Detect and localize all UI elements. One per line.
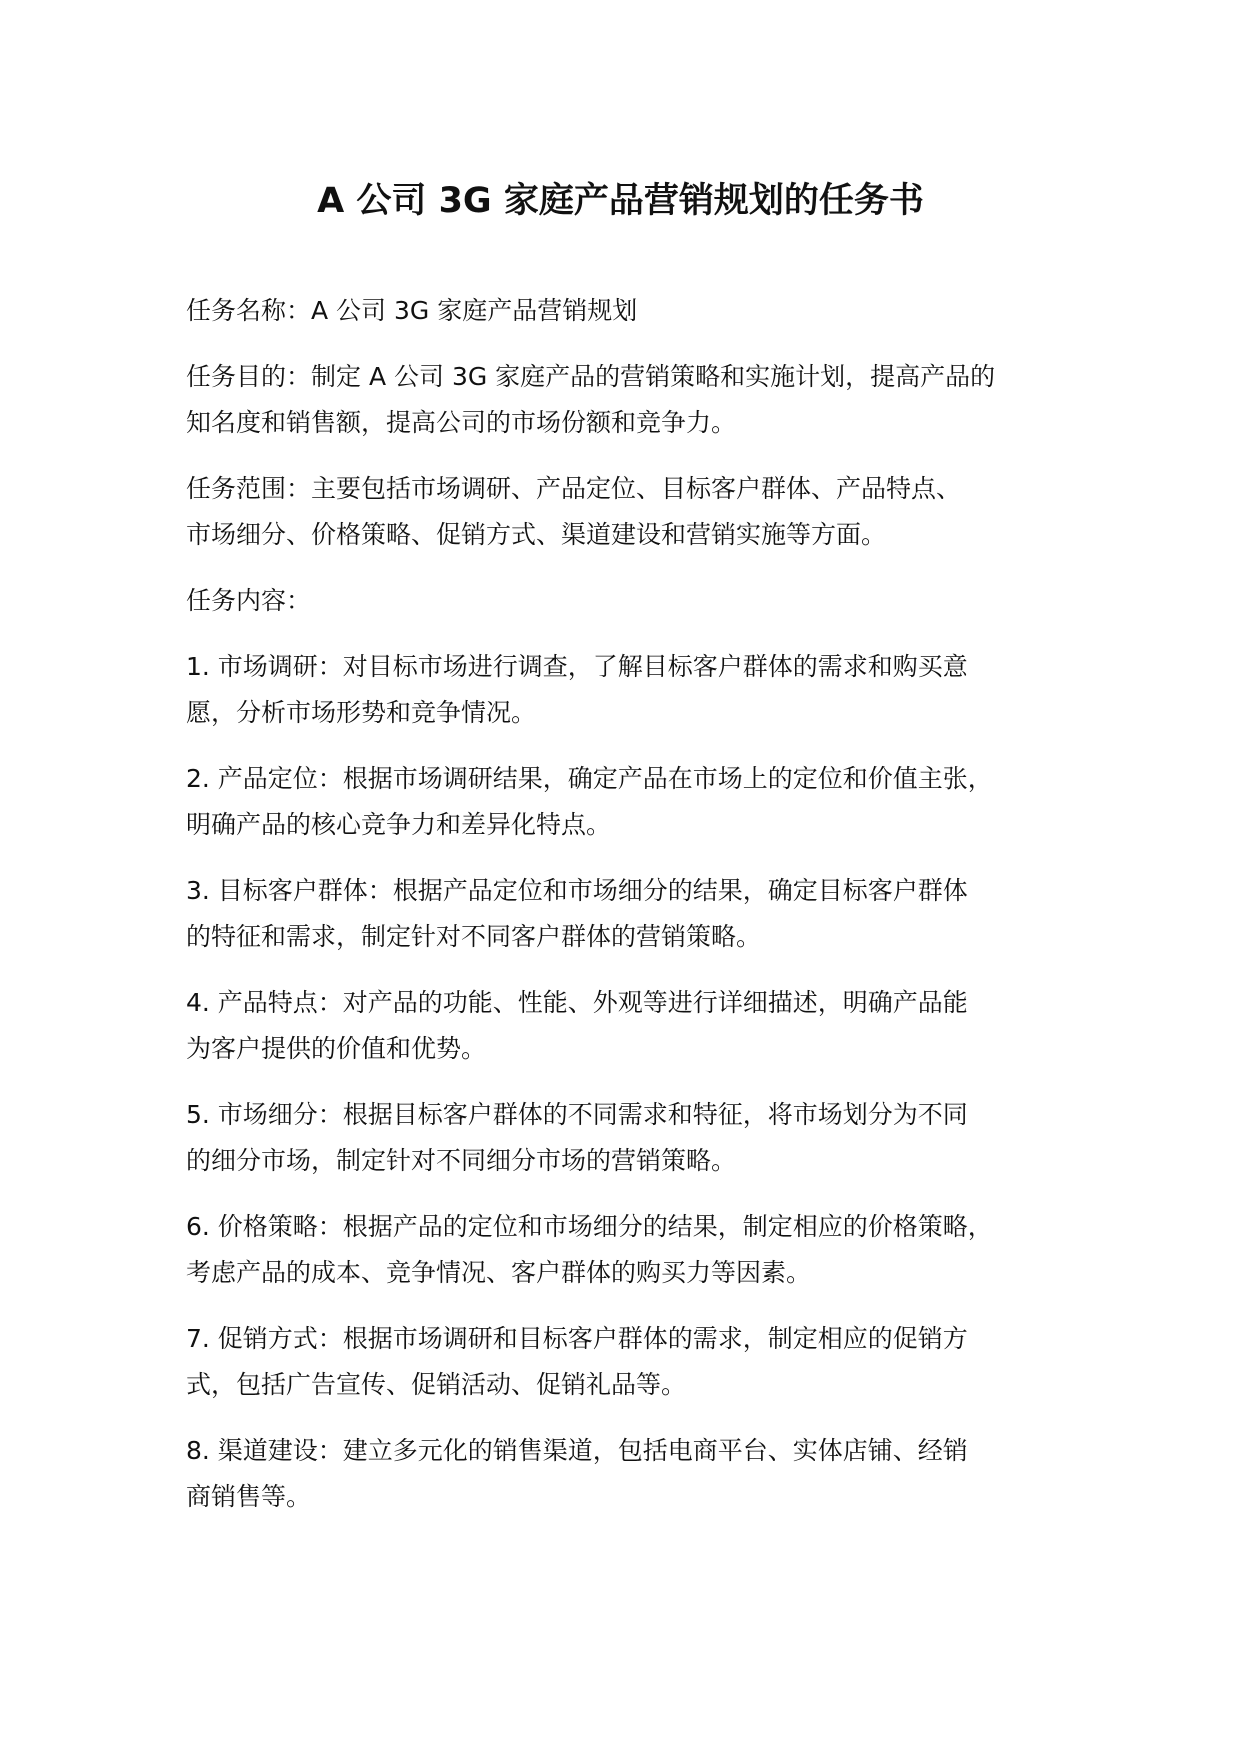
list-item-promotion xyxy=(186,1316,1076,1408)
text-line: 式，包括广告宣传、促销活动、促销礼品等。 xyxy=(186,1370,687,1399)
text-line: 市场细分、价格策略、促销方式、渠道建设和营销实施等方面。 xyxy=(186,520,887,549)
text-line: 5. 市场细分：根据目标客户群体的不同需求和特征，将市场划分为不同 xyxy=(186,1100,968,1129)
list-item-market-segmentation xyxy=(186,1092,1076,1184)
text-line: 2. 产品定位：根据市场调研结果，确定产品在市场上的定位和价值主张， xyxy=(186,764,993,793)
list-item-pricing-strategy xyxy=(186,1204,1076,1296)
text-line: 的特征和需求，制定针对不同客户群体的营销策略。 xyxy=(186,922,762,951)
text-line: 4. 产品特点：对产品的功能、性能、外观等进行详细描述，明确产品能 xyxy=(186,988,968,1017)
text-line: 1. 市场调研：对目标市场进行调查，了解目标客户群体的需求和购买意 xyxy=(186,652,968,681)
text-line: 为客户提供的价值和优势。 xyxy=(186,1034,487,1063)
text-line: 知名度和销售额，提高公司的市场份额和竞争力。 xyxy=(186,408,737,437)
document-title: A 公司 3G 家庭产品营销规划的任务书 xyxy=(317,181,924,221)
text-line: 考虑产品的成本、竞争情况、客户群体的购买力等因素。 xyxy=(186,1258,812,1287)
list-item-target-customers xyxy=(186,868,1076,960)
text-line: 6. 价格策略：根据产品的定位和市场细分的结果，制定相应的价格策略， xyxy=(186,1212,993,1241)
task-content-heading xyxy=(186,578,1076,624)
text-line: 任务范围：主要包括市场调研、产品定位、目标客户群体、产品特点、 xyxy=(186,474,962,503)
list-item-product-positioning xyxy=(186,756,1076,848)
task-scope-field xyxy=(186,466,1076,558)
text-line: 商销售等。 xyxy=(186,1482,312,1511)
text-line: 任务名称：A 公司 3G 家庭产品营销规划 xyxy=(186,296,638,325)
list-item-market-research xyxy=(186,644,1076,736)
task-name-field xyxy=(186,288,1076,334)
text-line: 明确产品的核心竞争力和差异化特点。 xyxy=(186,810,612,839)
list-item-channel-building xyxy=(186,1428,1076,1520)
text-line: 任务目的：制定 A 公司 3G 家庭产品的营销策略和实施计划，提高产品的 xyxy=(186,362,996,391)
text-line: 任务内容： xyxy=(186,586,312,615)
text-line: 3. 目标客户群体：根据产品定位和市场细分的结果，确定目标客户群体 xyxy=(186,876,968,905)
document-body xyxy=(186,288,1076,1540)
text-line: 愿，分析市场形势和竞争情况。 xyxy=(186,698,537,727)
text-line: 的细分市场，制定针对不同细分市场的营销策略。 xyxy=(186,1146,737,1175)
task-content-list xyxy=(186,644,1076,1520)
text-line: 8. 渠道建设：建立多元化的销售渠道，包括电商平台、实体店铺、经销 xyxy=(186,1436,968,1465)
list-item-product-features xyxy=(186,980,1076,1072)
text-line: 7. 促销方式：根据市场调研和目标客户群体的需求，制定相应的促销方 xyxy=(186,1324,968,1353)
task-purpose-field xyxy=(186,354,1076,446)
